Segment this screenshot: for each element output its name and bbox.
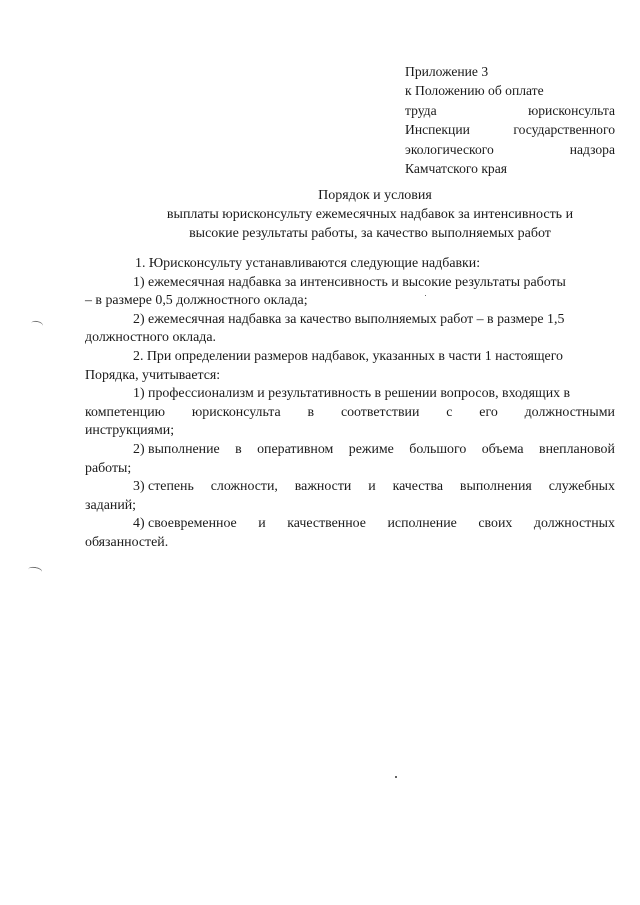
document-body <box>85 255 615 553</box>
word: и <box>258 516 266 532</box>
word: его <box>479 404 498 420</box>
word: исполнение <box>387 516 457 532</box>
appendix-line: к Положению об оплате <box>405 83 544 99</box>
word: соответствии <box>340 404 420 420</box>
word: с <box>446 404 453 420</box>
paragraph-line: Порядка, учитывается: <box>85 367 221 383</box>
appendix-line: Камчатского края <box>405 161 508 177</box>
paragraph-line-justified <box>85 441 615 460</box>
paragraph-line-justified <box>85 478 615 497</box>
word: объема <box>481 441 524 457</box>
word: выполнения <box>459 479 532 495</box>
paragraph-line: 2. При определении размеров надбавок, указанных в части 1 настоящего <box>133 348 564 364</box>
paragraph-line: – в размере 0,5 должностного оклада; <box>85 293 308 309</box>
paragraph-line: обязанностей. <box>85 534 169 550</box>
line-text: 1) ежемесячная надбавка за интенсивность и высокие результаты работы <box>133 274 566 290</box>
word: сложности, <box>210 479 278 495</box>
appendix-word: надзора <box>569 141 615 157</box>
word: в <box>235 441 242 457</box>
appendix-line: Приложение 3 <box>405 64 489 79</box>
paragraph-line <box>85 274 615 293</box>
scan-mark <box>27 566 42 575</box>
word: внеплановой <box>539 441 615 457</box>
scan-mark <box>30 320 43 329</box>
word: 2) выполнение <box>133 441 220 457</box>
paragraph-line: заданий; <box>85 497 137 513</box>
paragraph-line: 1) профессионализм и результативность в решении вопросов, входящих в <box>133 386 571 402</box>
document-title <box>140 186 600 243</box>
title-line: выплаты юрисконсульту ежемесячных надбавок за интенсивность и <box>166 207 574 222</box>
appendix-word: труда <box>405 102 437 118</box>
word: режиме <box>348 441 394 457</box>
scan-dot <box>395 776 397 778</box>
word: 3) степень <box>133 479 194 495</box>
paragraph-line: работы; <box>85 460 132 476</box>
appendix-header <box>405 62 615 178</box>
word: своих <box>478 516 513 532</box>
word: качественное <box>287 516 366 532</box>
word: в <box>307 404 315 420</box>
title-line: высокие результаты работы, за качество выполняемых работ <box>189 226 551 241</box>
word: качества <box>392 479 444 495</box>
appendix-line <box>405 101 615 120</box>
appendix-word: Инспекции <box>405 122 470 138</box>
paragraph-line-justified <box>85 404 615 423</box>
word: и <box>368 479 376 495</box>
word: компетенцию <box>85 404 166 420</box>
paragraph: 1. Юрисконсульту устанавливаются следующие надбавки: <box>135 256 481 271</box>
word: юрисконсульта <box>191 404 281 420</box>
paragraph-line: 2) ежемесячная надбавка за качество выполняемых работ – в размере 1,5 <box>133 311 565 327</box>
word: должностных <box>533 516 615 532</box>
word: оперативном <box>257 441 334 457</box>
appendix-line <box>405 120 615 139</box>
paragraph-line: должностного оклада. <box>85 330 216 346</box>
paragraph-line: инструкциями; <box>85 423 175 439</box>
appendix-line <box>405 140 615 159</box>
appendix-word: экологического <box>405 141 494 157</box>
word: служебных <box>548 479 615 495</box>
appendix-word: юрисконсульта <box>528 102 615 118</box>
word: важности <box>294 479 352 495</box>
word: должностными <box>524 404 615 420</box>
word: 4) своевременное <box>133 516 237 532</box>
paragraph-line-justified <box>85 515 615 534</box>
appendix-word: государственного <box>513 122 615 138</box>
title-line: Порядок и условия <box>318 188 432 203</box>
word: большого <box>409 441 467 457</box>
